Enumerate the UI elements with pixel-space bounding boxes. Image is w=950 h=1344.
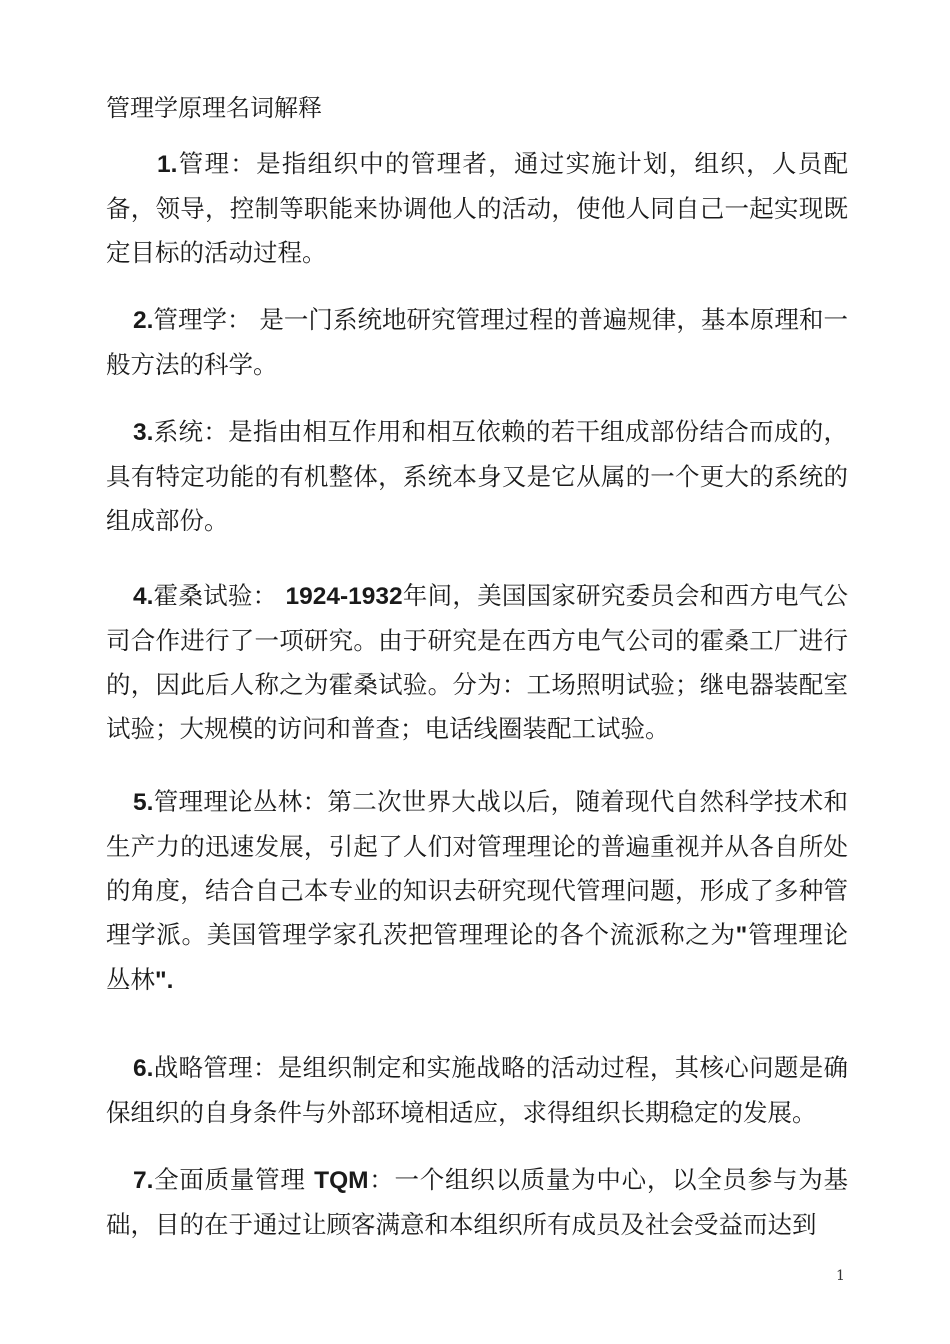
entry-number: 3. (133, 419, 154, 446)
entry-management-theory-jungle (106, 780, 848, 1003)
entry-text: 管理理论丛林 (106, 920, 849, 994)
entry-text: 管理：是指组织中的管理者，通过实施计划，组织，人员配备，领导，控制等职能来协调他人的活动，使他人同自己一起实现既定目标的活动过程。 (106, 149, 848, 267)
entry-number: 1. (157, 151, 178, 178)
entry-number: 6. (133, 1055, 154, 1082)
entry-number: 4. (133, 583, 154, 610)
entry-text: ：一个组织以质量为中心，以全员参与为基础，目的在于通过让顾客满意和本组织所有成员及社会受益而达到 (106, 1165, 848, 1239)
entry-text: 管理学： 是一门系统地研究管理过程的普遍规律，基本原理和一般方法的科学。 (106, 305, 848, 379)
entry-text: 战略管理：是组织制定和实施战略的活动过程，其核心问题是确保组织的自身条件与外部环境相适应，求得组织长期稳定的发展。 (106, 1053, 848, 1127)
entry-abbreviation: TQM (314, 1167, 369, 1194)
entry-years: 1924-1932 (285, 583, 403, 610)
entry-number: 7. (133, 1167, 154, 1194)
quote-open: " (735, 922, 748, 949)
entry-number: 5. (133, 789, 154, 816)
entry-text: 霍桑试验： (153, 581, 278, 610)
entry-text: 管理理论丛林：第二次世界大战以后，随着现代自然科学技术和生产力的迅速发展，引起了人们对管理理论的普遍重视并从各自所处的角度，结合自己本专业的知识去研究现代管理问题，形成了多种管理学派。美国管理学家孔茨把管理理论的各个流派称之为 (106, 787, 848, 949)
entry-hawthorne-experiment (106, 574, 848, 751)
entry-text: 年间，美国国家研究委员会和西方电气公司合作进行了一项研究。由于研究是在西方电气公司的霍桑工厂进行的，因此后人称之为霍桑试验。分为：工场照明试验；继电器装配室试验；大规模的访问和普查；电话线圈装配工试验。 (106, 581, 849, 743)
entry-system (106, 410, 848, 543)
page-number: 1 (836, 1268, 845, 1284)
entry-management-science (106, 298, 848, 387)
entry-strategic-management (106, 1046, 848, 1135)
entry-text: 系统：是指由相互作用和相互依赖的若干组成部份结合而成的，具有特定功能的有机整体，系统本身又是它从属的一个更大的系统的组成部份。 (106, 417, 848, 535)
entry-text: 全面质量管理 (153, 1165, 306, 1194)
entry-management (106, 142, 848, 275)
quote-close: ". (155, 967, 174, 994)
entry-number: 2. (133, 307, 154, 334)
entry-tqm (106, 1158, 848, 1247)
document-title: 管理学原理名词解释 (106, 94, 322, 122)
